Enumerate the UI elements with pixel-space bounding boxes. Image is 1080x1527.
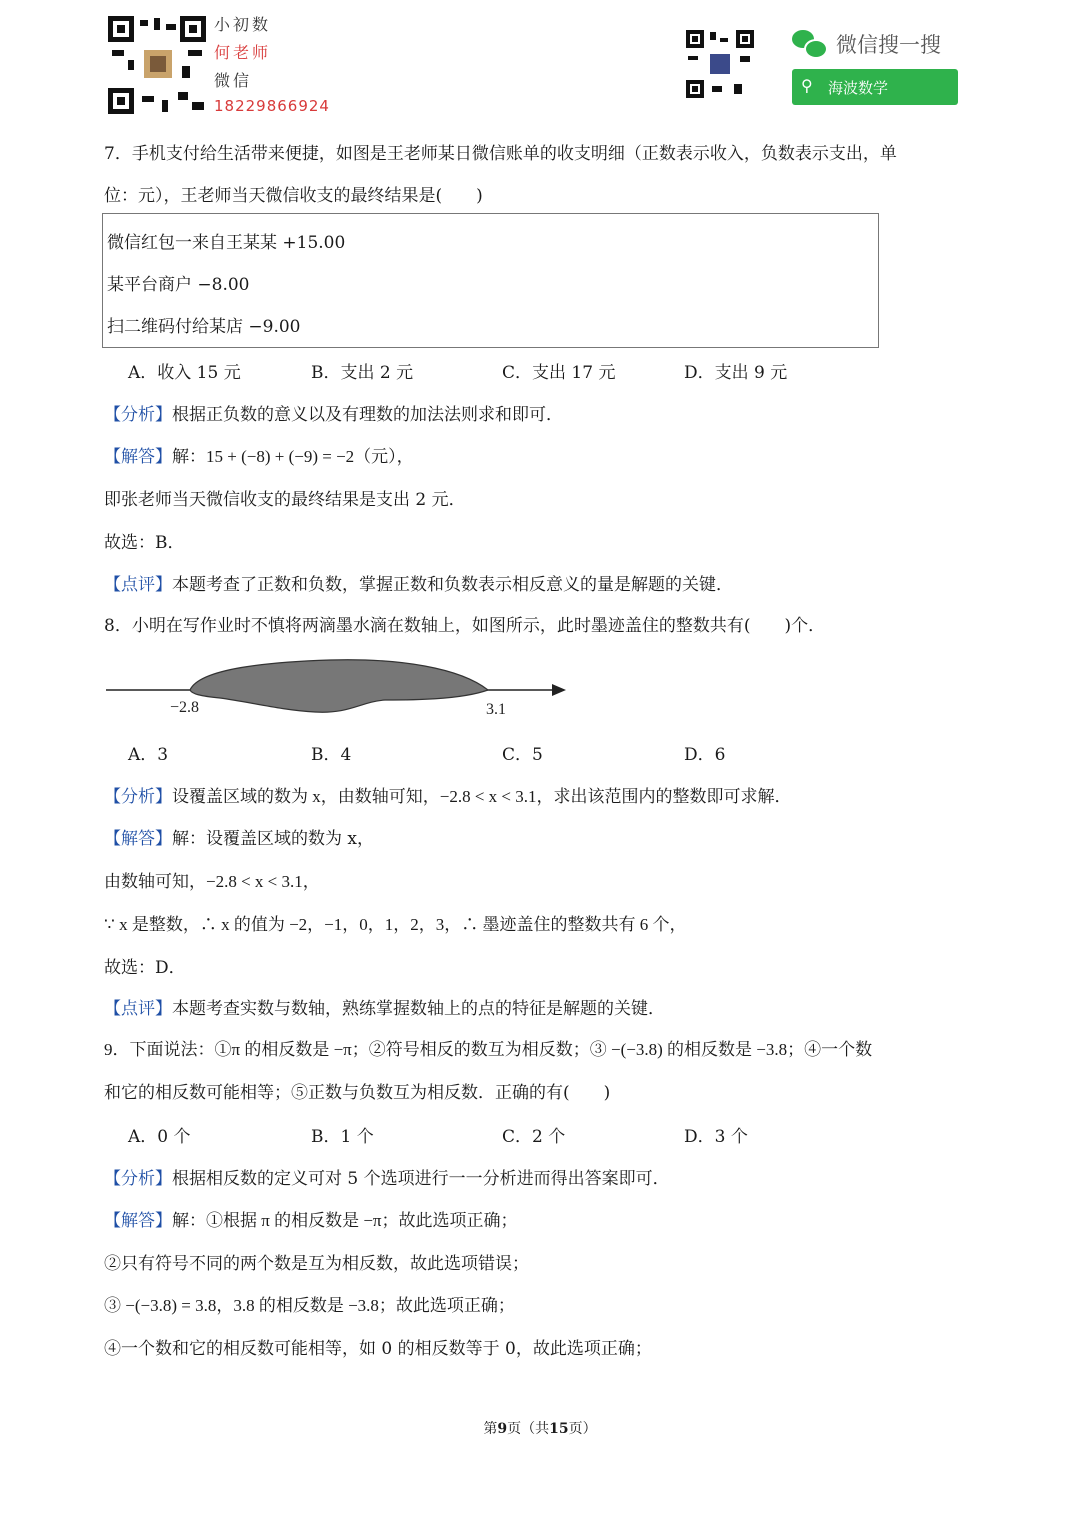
ink-blot (190, 660, 488, 712)
analysis-tag: 【分析】 (104, 787, 172, 807)
answer-text: 解：15 + (−8) + (−9) = −2（元）， (172, 447, 414, 466)
bill-row: 扫二维码付给某店 −9.00 (107, 317, 301, 337)
q7-option-b: B．支出 2 元 (311, 363, 414, 383)
q8-option-c: C．5 (502, 745, 543, 765)
search-badge[interactable] (792, 69, 958, 105)
q8-answer (104, 824, 374, 849)
q9-option-c: C．2 个 (502, 1127, 566, 1147)
q7-stem-line-2: 位：元），王老师当天微信收支的最终结果是( ) (104, 186, 483, 206)
q9-analysis (104, 1164, 670, 1189)
q9-answer-line-2: ②只有符号不同的两个数是互为相反数，故此选项错误； (104, 1254, 529, 1274)
analysis-tag: 【分析】 (104, 405, 172, 425)
q8-option-b: B．4 (311, 745, 352, 765)
q8-analysis (104, 782, 792, 807)
left-label: −2.8 (170, 699, 200, 716)
q8-answer-line-2: 由数轴可知，−2.8 < x < 3.1， (104, 872, 320, 891)
axis-arrow-icon (552, 684, 566, 696)
bill-table (102, 213, 879, 348)
q7-analysis (104, 400, 563, 425)
header-line-3: 微信 (214, 71, 253, 90)
footer-post: 页） (568, 1421, 597, 1437)
bill-row: 微信红包一来自王某某 +15.00 (107, 233, 346, 253)
comment-text: 本题考查实数与数轴，熟练掌握数轴上的点的特征是解题的关键． (172, 999, 665, 1019)
q8-option-a: A．3 (128, 745, 169, 765)
comment-tag: 【点评】 (104, 575, 172, 595)
total-pages: 15 (549, 1421, 569, 1437)
wechat-logo-icon (792, 30, 826, 58)
q9-answer-line-4: ④一个数和它的相反数可能相等，如 0 的相反数等于 0，故此选项正确； (104, 1339, 652, 1359)
analysis-text: 设覆盖区域的数为 x，由数轴可知，−2.8 < x < 3.1，求出该范围内的整数即可求解． (172, 787, 792, 806)
comment-text: 本题考查了正数和负数，掌握正数和负数表示相反意义的量是解题的关键． (172, 575, 733, 595)
header-phone: 18229866924 (214, 97, 330, 115)
answer-tag: 【解答】 (104, 447, 172, 467)
q9-stem-line-2: 和它的相反数可能相等；⑤正数与负数互为相反数．正确的有( ) (104, 1083, 611, 1103)
footer-pre: 第 (483, 1421, 498, 1437)
number-line-figure (100, 650, 580, 722)
q8-choice: 故选：D． (104, 958, 186, 978)
answer-text: 解：设覆盖区域的数为 x， (172, 829, 374, 849)
q9-option-d: D．3 个 (684, 1127, 748, 1147)
right-label: 3.1 (486, 701, 506, 718)
analysis-tag: 【分析】 (104, 1169, 172, 1189)
answer-text: 解：①根据 π 的相反数是 −π；故此选项正确； (172, 1211, 518, 1230)
answer-tag: 【解答】 (104, 829, 172, 849)
comment-tag: 【点评】 (104, 999, 172, 1019)
wechat-search-title: 微信搜一搜 (836, 33, 941, 57)
q8-option-d: D．6 (684, 745, 726, 765)
q7-option-d: D．支出 9 元 (684, 363, 788, 383)
bill-row: 某平台商户 −8.00 (107, 275, 250, 295)
analysis-text: 根据正负数的意义以及有理数的加法法则求和即可． (172, 405, 563, 425)
analysis-text: 根据相反数的定义可对 5 个选项进行一一分析进而得出答案即可． (172, 1169, 670, 1189)
q7-option-c: C．支出 17 元 (502, 363, 616, 383)
q9-option-b: B．1 个 (311, 1127, 374, 1147)
q8-comment (104, 994, 665, 1019)
q7-choice: 故选：B． (104, 533, 185, 553)
q7-stem-line-1: 7．手机支付给生活带来便捷，如图是王老师某日微信账单的收支明细（正数表示收入，负数表示支出，单 (104, 144, 897, 164)
q9-answer (104, 1206, 518, 1231)
answer-tag: 【解答】 (104, 1211, 172, 1231)
q9-stem-line-1: 9．下面说法：①π 的相反数是 −π；②符号相反的数互为相反数；③ −(−3.8) 的相反数是 −3.8；④一个数 (104, 1040, 873, 1059)
qr-code-left (108, 16, 206, 114)
q7-option-a: A．收入 15 元 (128, 363, 241, 383)
q8-stem: 8．小明在写作业时不慎将两滴墨水滴在数轴上，如图所示，此时墨迹盖住的整数共有( )个． (104, 616, 826, 636)
footer-mid: 页（共 (507, 1421, 550, 1437)
header-line-1: 小初数 (214, 15, 272, 34)
search-icon: ⚲ (801, 76, 813, 95)
q7-answer (104, 442, 414, 467)
q9-option-a: A．0 个 (128, 1127, 191, 1147)
q8-answer-line-3: ∵ x 是整数，∴ x 的值为 −2，−1，0，1，2，3，∴ 墨迹盖住的整数共有 6 个， (104, 915, 687, 934)
q7-comment (104, 570, 733, 595)
header-line-2: 何老师 (214, 43, 272, 62)
search-badge-label: 海波数学 (828, 79, 889, 97)
q9-answer-line-3: ③ −(−3.8) = 3.8，3.8 的相反数是 −3.8；故此选项正确； (104, 1296, 515, 1315)
q7-answer-line-2: 即张老师当天微信收支的最终结果是支出 2 元． (104, 490, 466, 510)
page-number: 9 (497, 1421, 508, 1437)
page-footer (0, 1418, 1080, 1438)
qr-code-right (686, 30, 754, 98)
